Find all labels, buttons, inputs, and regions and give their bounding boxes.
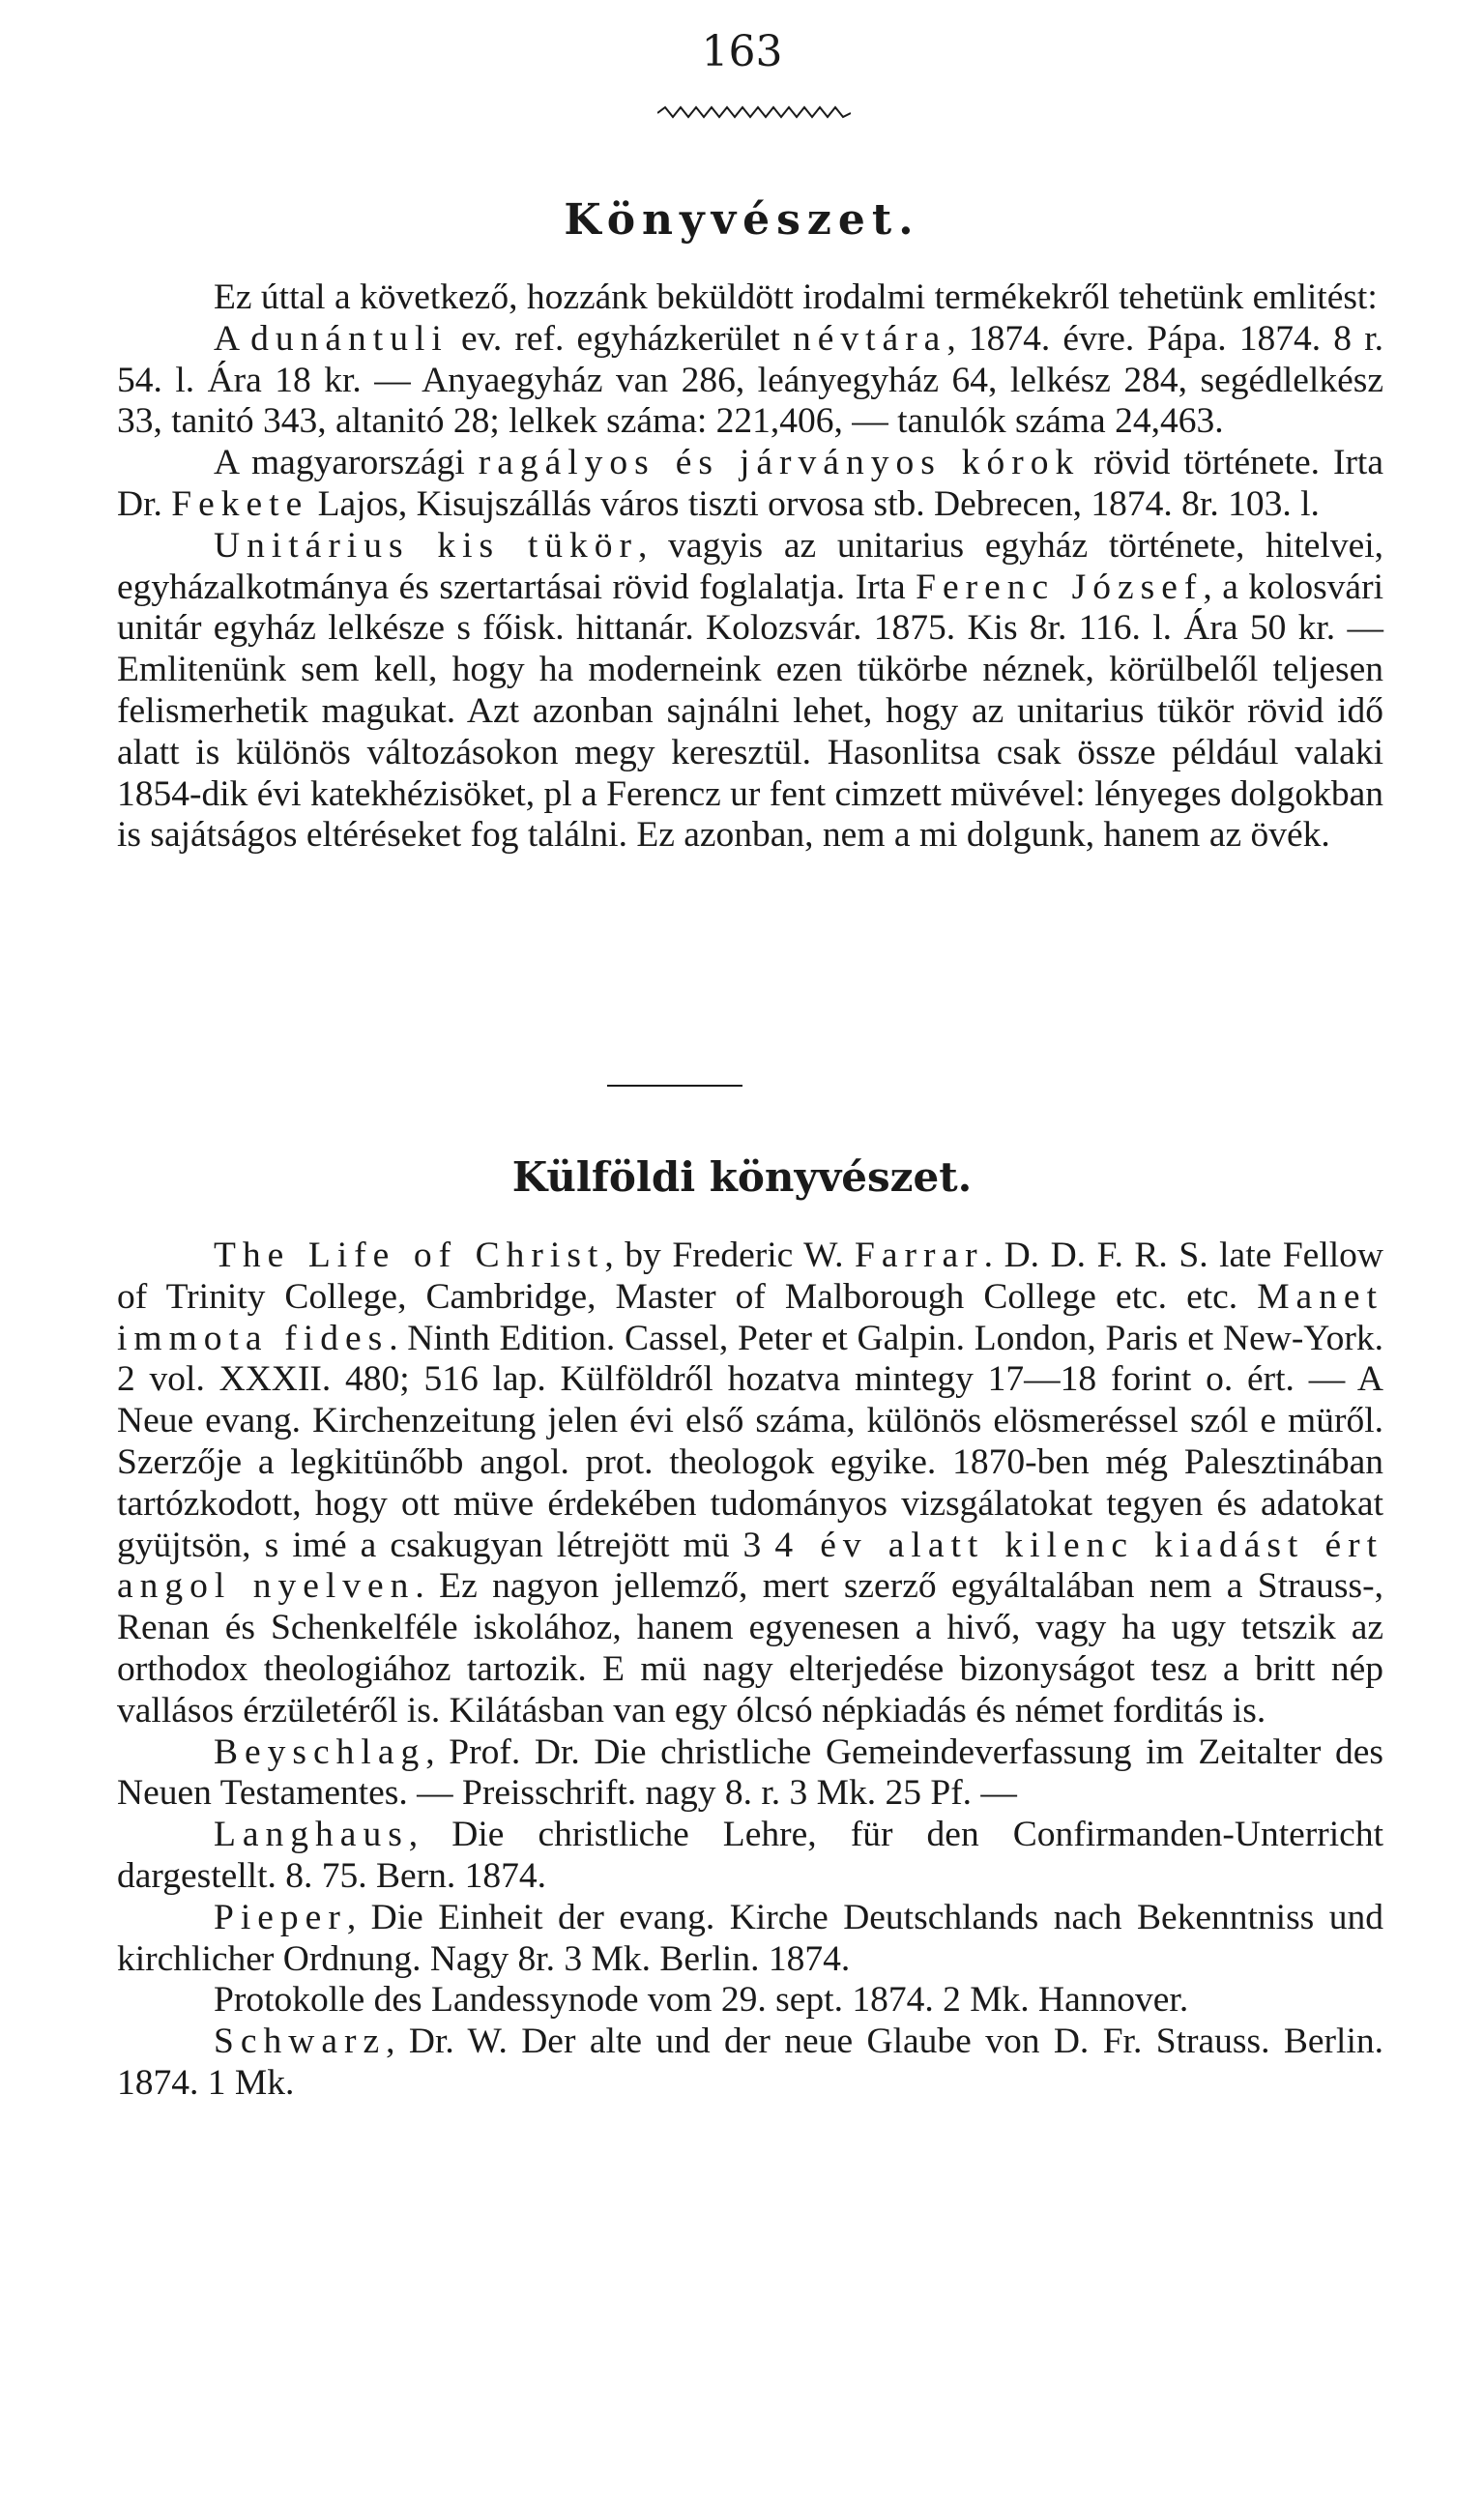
- entry-ragalyos-korok: A magyarországi ragályos és járványos kórok rövid története. Irta Dr. Fekete Lajos, Kisujszállás város tiszti orvosa stb. Debrecen, 1874. 8r. 103. l.: [117, 443, 1383, 524]
- entry-unitarius-tukor: Unitárius kis tükör, vagyis az unitarius egyház története, hitelvei, egyházalkotmánya és szertartásai rövid foglalatja. Irta Ferenc József, a kolosvári unitár egyház lelkésze s főisk. hittanár. Kolozsvár. 1875. Kis 8r. 116. l. Ára 50 kr. — Emlitenünk sem kell, hogy ha moderneink ezen tükörbe néznek, körülbelől teljesen felismerhetik magukat. Azt azonban sajnálni lehet, hogy az unitarius tükör rövid idő alatt is különös változásokon megy keresztül. Hasonlitsa csak össze például valaki 1854-dik évi katekhézisöket, pl a Ferencz ur fent cimzett müvével: lényeges dolgokban is sajátságos eltéréseket fog találni. Ez azonban, nem a mi dolgunk, hanem az övék.: [117, 525, 1384, 856]
- entry-pieper: Pieper, Die Einheit der evang. Kirche Deutschlands nach Bekenntniss und kirchlicher Ordnung. Nagy 8r. 3 Mk. Berlin. 1874.: [117, 1897, 1383, 1979]
- page-number: 163: [701, 27, 783, 76]
- section-divider: [607, 1085, 742, 1087]
- page-number-ornament: [657, 104, 851, 122]
- intro-paragraph: Ez úttal a következő, hozzánk beküldött irodalmi termékekről tehetünk emlitést:: [214, 277, 1378, 317]
- entry-dunantuli-nevtar: A dunántuli ev. ref. egyházkerület névtára, 1874. évre. Pápa. 1874. 8 r. 54. l. Ára 18 kr. — Anyaegyház van 286, leányegyház 64, lelkész 284, segédlelkész 33, tanitó 343, altanitó 28; lelkek száma: 221,406, — tanulók száma 24,463.: [117, 318, 1383, 442]
- section-konyveszet: [117, 277, 1383, 857]
- entry-beyschlag: Beyschlag, Prof. Dr. Die christliche Gemeindeverfassung im Zeitalter des Neuen Testamentes. — Preisschrift. nagy 8. r. 3 Mk. 25 Pf. —: [117, 1731, 1383, 1814]
- entry-protokolle: Protokolle des Landessynode vom 29. sept. 1874. 2 Mk. Hannover.: [214, 1980, 1189, 2021]
- section-title-konyveszet: Könyvészet.: [564, 195, 920, 245]
- entry-langhaus: Langhaus, Die christliche Lehre, für den Confirmanden-Unterricht dargestellt. 8. 75. Bern. 1874.: [117, 1815, 1383, 1896]
- entry-life-of-christ: The Life of Christ, by Frederic W. Farrar. D. D. F. R. S. late Fellow of Trinity College, Cambridge, Master of Malborough College etc. etc. Manet immota fides. Ninth Edition. Cassel, Peter et Galpin. London, Paris et New-York. 2 vol. XXXII. 480; 516 lap. Külföldről hozatva mintegy 17—18 forint o. ért. — A Neue evang. Kirchenzeitung jelen évi első száma, különös elösmeréssel szól e müről. Szerzője a legkitünőbb angol. prot. theologok egyike. 1870-ben még Palesztinában tartózkodott, hogy ott müve érdekében tudományos vizsgálatokat tegyen és adatokat gyüjtsön, s imé a csakugyan létrejött mü 3 4 év alatt kilenc kiadást ért angol nyelven. Ez nagyon jellemző, mert szerző egyáltalában nem a Strauss-, Renan és Schenkelféle iskolához, hanem egyenesen a hivő, vagy ha ugy tetszik az orthodox theologiához tartozik. E mü nagy elterjedése bizonyságot tesz a britt nép vallásos érzületéről is. Kilátásban van egy ólcsó népkiadás és német forditás is.: [117, 1236, 1383, 1731]
- section-title-kulfoldi: Külföldi könyvészet.: [511, 1153, 973, 1201]
- section-kulfoldi: [117, 1236, 1383, 2105]
- entry-schwarz: Schwarz, Dr. W. Der alte und der neue Glaube von D. Fr. Strauss. Berlin. 1874. 1 Mk.: [117, 2022, 1383, 2103]
